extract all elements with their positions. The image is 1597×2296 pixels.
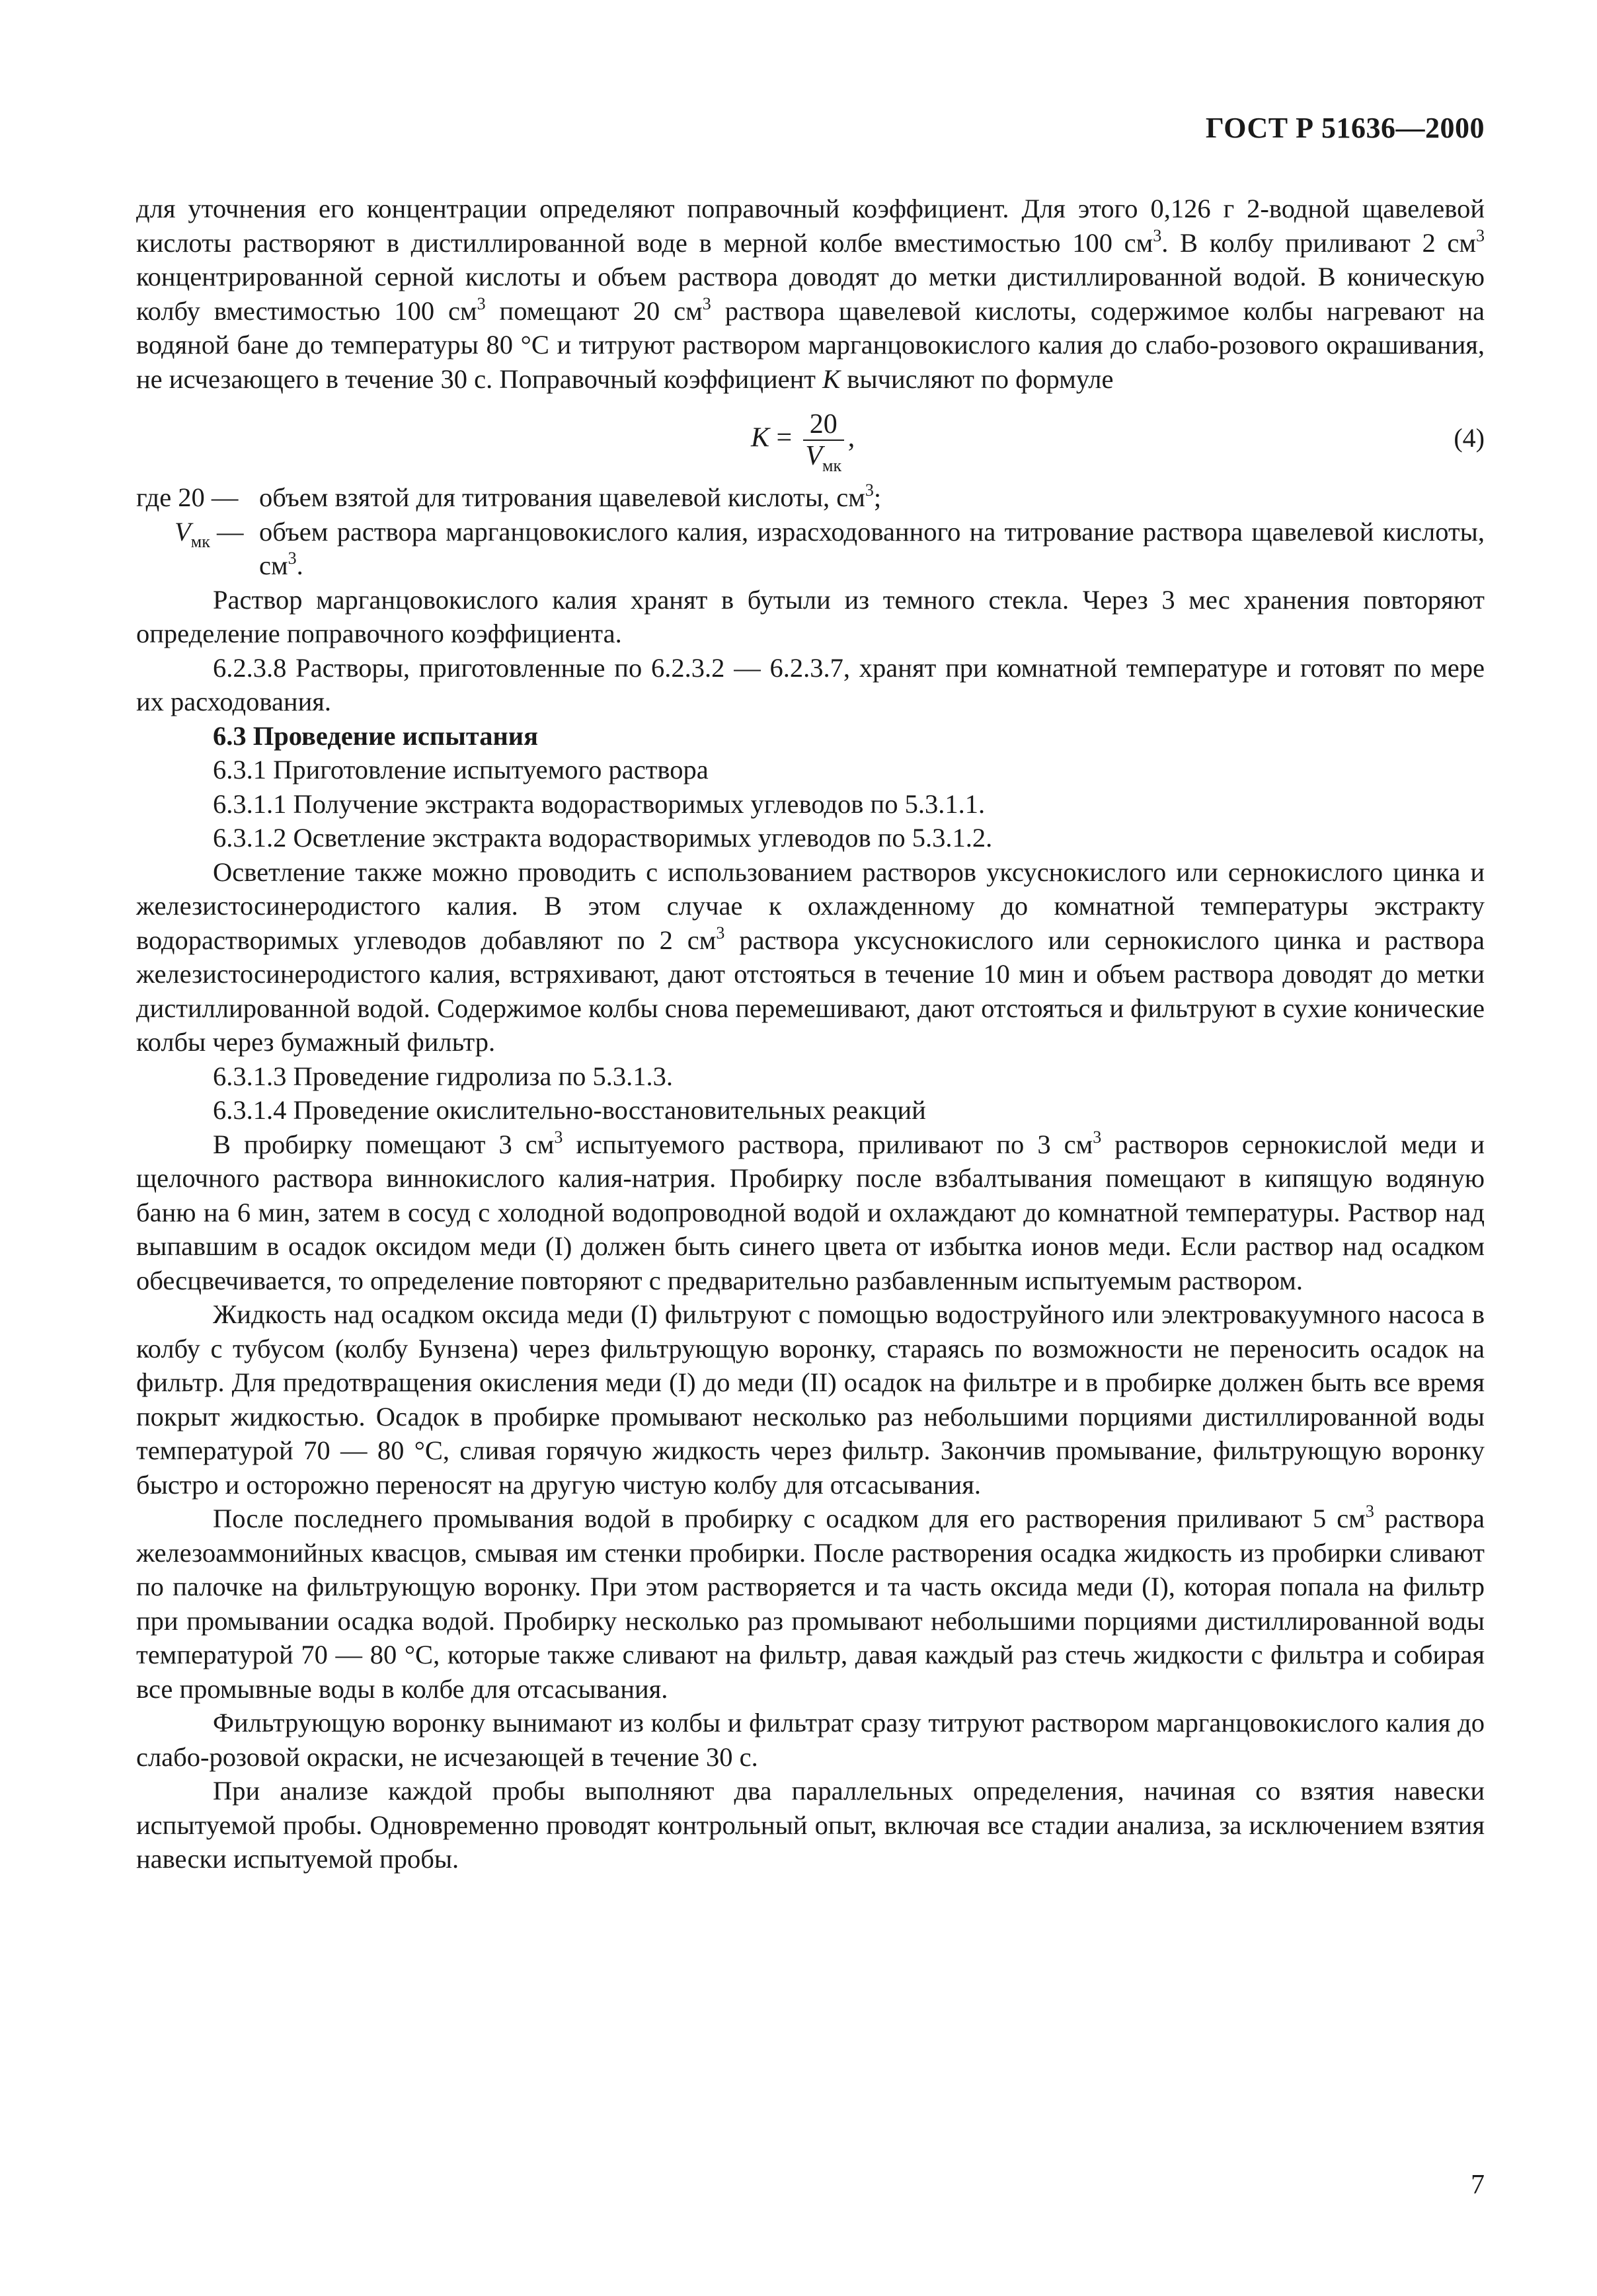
- formula-denominator: $V_{мк}$: [805, 441, 842, 475]
- legend-value-20: объем взятой для титрования щавелевой кислоты, $см^3$;: [259, 480, 882, 512]
- legend-key-vmk: $V_{мк}$ —: [175, 516, 244, 551]
- legend-key-20: где 20 —: [136, 482, 239, 512]
- legend-value-vmk: объем раствора марганцовокислого калия, израсходованного на титрование раствора щавелевой кислоты, $см^3$.: [259, 516, 1485, 580]
- section-heading-6-3: 6.3 Проведение испытания: [213, 720, 539, 751]
- formula-legend: [136, 480, 1485, 583]
- document-code-header: ГОСТ Р 51636—2000: [1205, 112, 1485, 144]
- paragraph-clarification: Осветление также можно проводить с использованием растворов уксуснокислого или сернокислого цинка и железистосинеродистого калия. В этом случае к охлажденному до комнатной температуры экстракту водорастворимых углеводов добавляют по 2 $см^3$ раствора уксуснокислого или сернокислого цинка и раствора железистосинеродистого калия, встряхивают, дают отстояться в течение 10 мин и объем раствора доводят до метки дистиллированной водой. Содержимое колбы снова перемешивают, дают отстояться и фильтруют в сухие конические колбы через бумажный фильтр.: [136, 857, 1485, 1057]
- subsection-6-3-1: 6.3.1 Приготовление испытуемого раствора: [213, 755, 709, 784]
- subsection-6-3-1-3: 6.3.1.3 Проведение гидролиза по 5.3.1.3.: [213, 1061, 673, 1091]
- paragraph-titration: Фильтрующую воронку вынимают из колбы и фильтрат сразу титруют раствором марганцовокислого калия до слабо-розовой окраски, не исчезающей в течение 30 с.: [136, 1708, 1485, 1772]
- formula-numerator: 20: [803, 409, 844, 441]
- document-body: [136, 192, 1485, 1876]
- formula-4: [136, 404, 1485, 477]
- formula-expression: K = $\frac{20}{V_{мк}}$ ,: [751, 409, 855, 475]
- paragraph-filtration: Жидкость над осадком оксида меди (I) фильтруют с помощью водоструйного или электровакуумного насоса в колбу с тубусом (колбу Бунзена) через фильтрующую воронку, стараясь по возможности не переносить осадок на фильтр. Для предотвращения окисления меди (I) до меди (II) осадок на фильтре и в пробирке должен быть все время покрыт жидкостью. Осадок в пробирке промывают несколько раз небольшими порциями дистиллированной воды температурой 70 — 80 °С, сливая горячую жидкость через фильтр. Закончив промывание, фильтрующую воронку быстро и осторожно переносят на другую чистую колбу для отсасывания.: [136, 1299, 1485, 1500]
- subsection-6-3-1-4: 6.3.1.4 Проведение окислительно-восстановительных реакций: [213, 1095, 926, 1125]
- formula-fraction: [803, 409, 844, 475]
- paragraph-parallel-determinations: При анализе каждой пробы выполняют два параллельных определения, начиная со взятия навески испытуемой пробы. Одновременно проводят контрольный опыт, включая все стадии анализа, за исключением взятия навески испытуемой пробы.: [136, 1776, 1485, 1874]
- paragraph-storage: Раствор марганцовокислого калия хранят в бутыли из темного стекла. Через 3 мес хранения повторяют определение поправочного коэффициента.: [136, 584, 1485, 648]
- paragraph-correction-factor: для уточнения его концентрации определяют поправочный коэффициент. Для этого 0,126 г 2-водной щавелевой кислоты растворяют в дистиллированной воде в мерной колбе вместимостью 100 $см^3$. В колбу приливают 2 $см^3$ концентрированной серной кислоты и объем раствора доводят до метки дистиллированной водой. В коническую колбу вместимостью 100 $см^3$ помещают 20 $см^3$ раствора щавелевой кислоты, содержимое колбы нагревают на водяной бане до температуры 80 °С и титруют раствором марганцовокислого калия до слабо-розового окрашивания, не исчезающего в течение 30 с. Поправочный коэффициент K вычисляют по формуле: [136, 194, 1485, 394]
- subsection-6-3-1-2: 6.3.1.2 Осветление экстракта водорастворимых углеводов по 5.3.1.2.: [213, 823, 993, 853]
- subsection-6-3-1-1: 6.3.1.1 Получение экстракта водорастворимых углеводов по 5.3.1.1.: [213, 788, 986, 819]
- paragraph-6-2-3-8: 6.2.3.8 Растворы, приготовленные по 6.2.3.2 — 6.2.3.7, хранят при комнатной температуре и готовят по мере их расходования.: [136, 652, 1485, 716]
- page-number: 7: [1471, 2170, 1485, 2200]
- paragraph-test-tube: В пробирку помещают 3 $см^3$ испытуемого раствора, приливают по 3 $см^3$ растворов сернокислой меди и щелочного раствора виннокислого калия-натрия. Пробирку после взбалтывания помещают в кипящую водяную баню на 6 мин, затем в сосуд с холодной водопроводной водой и охлаждают до комнатной температуры. Раствор над выпавшим в осадок оксидом меди (I) должен быть синего цвета от избытка ионов меди. Если раствор над осадком обесцвечивается, то определение повторяют с предварительно разбавленным испытуемым раствором.: [136, 1127, 1485, 1295]
- paragraph-dissolution: После последнего промывания водой в пробирку с осадком для его растворения приливают 5 $см^3$ раствора железоаммонийных квасцов, смывая им стенки пробирки. После растворения осадка жидкость из пробирки сливают по палочке на фильтрующую воронку. При этом растворяется и та часть оксида меди (I), которая попала на фильтр при промывании осадка водой. Пробирку несколько раз промывают небольшими порциями дистиллированной воды температурой 70 — 80 °С, которые также сливают на фильтр, давая каждый раз стечь жидкости с фильтра и собирая все промывные воды в колбе для отсасывания.: [136, 1502, 1485, 1704]
- formula-number: (4): [1454, 423, 1485, 453]
